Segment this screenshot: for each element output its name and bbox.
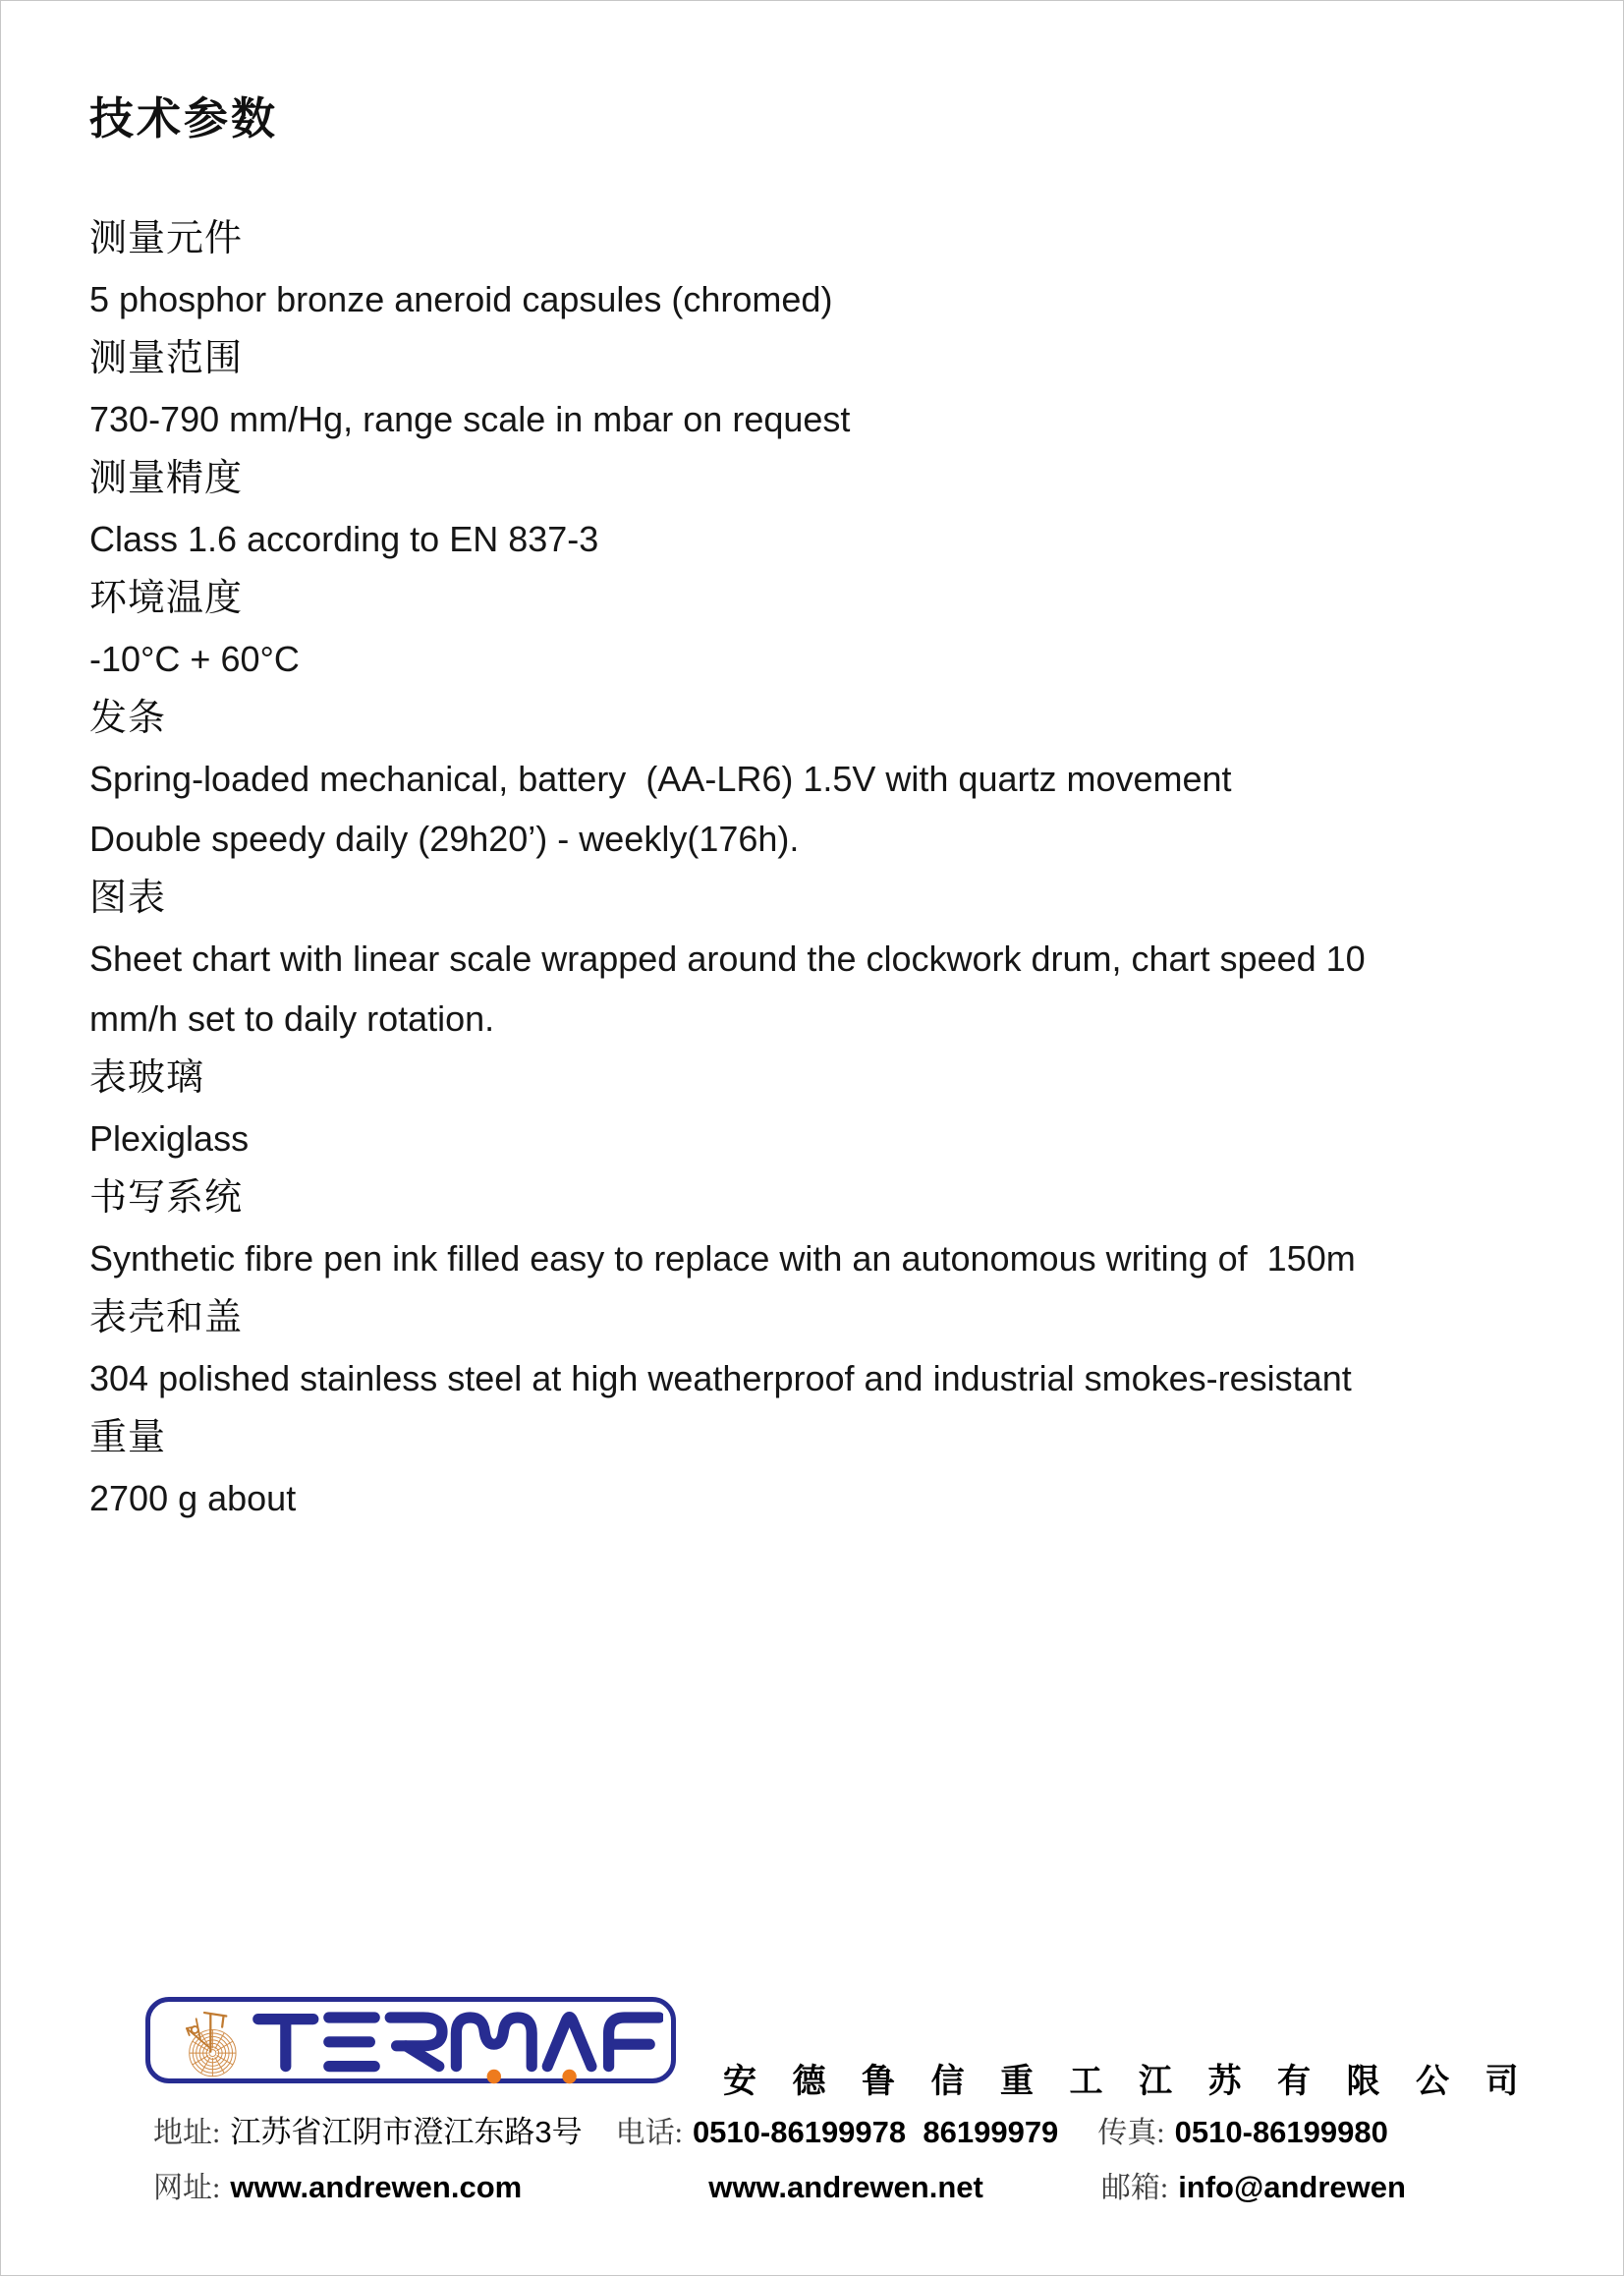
website-url-2: www.andrewen.net: [708, 2170, 983, 2204]
barograph-drum-icon: [162, 2004, 260, 2082]
spec-document: [89, 92, 1553, 1528]
section-measuring-range: [89, 329, 1553, 449]
section-glass: [89, 1049, 1553, 1168]
section-ambient-temperature: [89, 569, 1553, 689]
company-name: 安 德 鲁 信 重 工 江 苏 有 限 公 司: [723, 2064, 1533, 2100]
footer-brand-row: [145, 1997, 1550, 2100]
fax-value: 0510-86199980: [1174, 2115, 1388, 2149]
phone-value: 0510-86199978 86199979: [692, 2115, 1059, 2149]
section-writing-system: [89, 1168, 1553, 1288]
termaf-wordmark: [252, 2010, 663, 2084]
section-line: Double speedy daily (29h20’) - weekly(176h).: [89, 819, 800, 859]
section-line: -10°C + 60°C: [89, 639, 300, 679]
section-line: 730-790 mm/Hg, range scale in mbar on request: [89, 399, 851, 439]
section-accuracy: [89, 449, 1553, 569]
section-line: Plexiglass: [89, 1118, 250, 1159]
address-value: 江苏省江阴市澄江东路3号: [230, 2115, 583, 2149]
section-label: 测量元件: [89, 218, 244, 259]
section-label: 书写系统: [89, 1177, 244, 1219]
section-label: 表壳和盖: [89, 1297, 244, 1338]
section-line: Sheet chart with linear scale wrapped around the clockwork drum, chart speed 10: [89, 939, 1366, 979]
section-line: Class 1.6 according to EN 837-3: [89, 519, 599, 559]
section-label: 发条: [89, 698, 167, 739]
footer: [145, 1997, 1550, 2206]
section-measuring-element: [89, 209, 1553, 329]
section-label: 环境温度: [89, 578, 244, 619]
company-logo: [145, 1997, 676, 2083]
section-label: 图表: [89, 878, 167, 919]
section-case-and-cover: [89, 1288, 1553, 1408]
email-label: 邮箱:: [1100, 2172, 1169, 2204]
section-label: 表玻璃: [89, 1057, 205, 1099]
section-line: Synthetic fibre pen ink filled easy to replace with an autonomous writing of 150m: [89, 1238, 1356, 1279]
section-line: Spring-loaded mechanical, battery (AA-LR6) 1.5V with quartz movement: [89, 759, 1232, 799]
contact-row-address: [153, 2107, 1550, 2151]
section-spring: [89, 689, 1553, 869]
phone-label: 电话:: [615, 2117, 683, 2149]
section-label: 重量: [89, 1417, 167, 1458]
section-line: 5 phosphor bronze aneroid capsules (chromed): [89, 279, 833, 319]
section-weight: [89, 1408, 1553, 1528]
section-label: 测量精度: [89, 458, 244, 499]
address-label: 地址:: [153, 2117, 221, 2149]
section-line: 2700 g about: [89, 1478, 297, 1518]
page-title: 技术参数: [89, 94, 279, 143]
section-line: 304 polished stainless steel at high weatherproof and industrial smokes-resistant: [89, 1358, 1352, 1398]
section-line: mm/h set to daily rotation.: [89, 998, 495, 1039]
website-url-1: www.andrewen.com: [230, 2170, 523, 2204]
website-label: 网址:: [153, 2172, 221, 2204]
contact-row-web: [153, 2163, 1550, 2206]
section-label: 测量范围: [89, 338, 244, 379]
email-value: info@andrewen: [1178, 2170, 1406, 2204]
fax-label: 传真:: [1097, 2117, 1165, 2149]
section-chart: [89, 869, 1553, 1049]
